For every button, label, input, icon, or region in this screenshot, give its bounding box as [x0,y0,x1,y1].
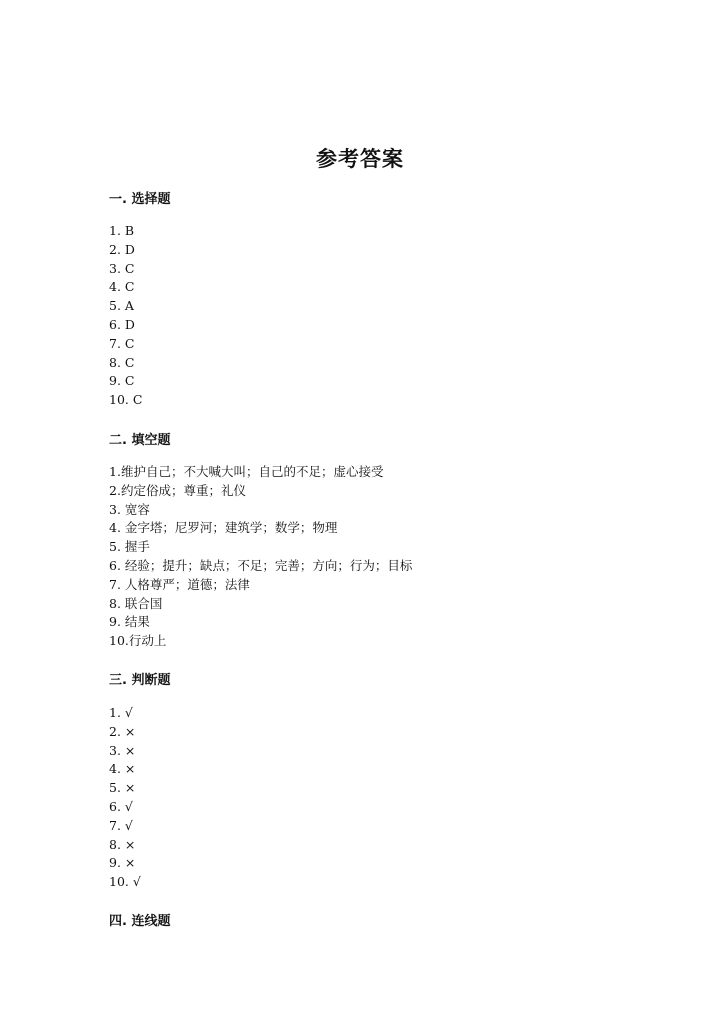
list-item [109,316,142,335]
item-number: 3. [109,260,121,276]
item-answer: × [124,761,136,777]
item-number: 5. [109,780,121,796]
item-answer: × [124,780,136,796]
item-number: 9. [109,855,121,871]
item-number: 4. [109,761,121,777]
list-item [109,297,142,316]
list-item [109,354,142,373]
item-number: 4. [109,279,121,295]
list-item [109,723,141,742]
item-number: 7. [109,335,121,351]
item-number: 2. [109,723,121,739]
item-number: 8. [109,595,121,611]
item-number: 1. [109,464,121,479]
item-number: 8. [109,354,121,370]
list-item [109,632,412,651]
item-answer: C [132,392,143,408]
section-heading-match: 四. 连线题 [109,914,171,929]
item-answer: √ [124,798,133,814]
list-item [109,557,412,576]
list-item [109,873,141,892]
item-number: 1. [109,705,121,720]
item-answer: D [124,241,135,257]
page-title: 参考答案 [316,147,404,171]
section-heading-choice: 一. 选择题 [109,192,171,207]
item-number: 6. [109,316,121,332]
item-answer: C [124,260,135,276]
answer-list-fill [109,463,412,651]
item-answer: A [124,298,134,314]
list-item [109,241,142,260]
list-item [109,836,141,855]
list-item [109,576,412,595]
list-item [109,595,412,614]
list-item [109,760,141,779]
list-item [109,482,412,501]
item-answer: √ [124,817,133,833]
list-item [109,817,141,836]
item-answer: C [124,373,135,389]
item-answer: √ [132,874,141,890]
answer-list-choice [109,222,142,410]
item-answer: 宽容 [124,501,150,517]
item-number: 7. [109,576,121,592]
item-number: 9. [109,614,121,630]
item-number: 3. [109,501,121,517]
item-number: 2. [109,241,121,257]
item-answer: 握手 [124,539,150,555]
item-number: 10. [109,633,129,649]
item-answer: D [124,316,135,332]
item-number: 5. [109,298,121,314]
list-item [109,613,412,632]
item-number: 2. [109,482,121,498]
section-heading-fill: 二. 填空题 [109,433,171,448]
list-item [109,854,141,873]
list-item [109,335,142,354]
list-item [109,391,142,410]
item-number: 5. [109,539,121,555]
item-number: 6. [109,798,121,814]
item-number: 6. [109,557,121,573]
item-answer: C [124,354,135,370]
item-answer: 联合国 [124,595,163,611]
list-item [109,463,412,482]
item-answer: 经验；提升；缺点；不足；完善；方向；行为；目标 [124,557,413,573]
item-answer: √ [124,705,133,720]
item-answer: × [124,855,136,871]
item-number: 9. [109,373,121,389]
list-item [109,798,141,817]
list-item [109,222,142,241]
item-answer: 人格尊严；道德；法律 [124,576,250,592]
item-answer: C [124,335,135,351]
list-item [109,260,142,279]
item-answer: × [124,742,136,758]
item-number: 8. [109,836,121,852]
item-answer: 约定俗成；尊重；礼仪 [120,482,246,498]
item-answer: 结果 [124,614,150,630]
list-item [109,278,142,297]
item-number: 3. [109,742,121,758]
item-answer: C [124,279,135,295]
list-item [109,501,412,520]
list-item [109,372,142,391]
item-answer: 行动上 [128,633,167,649]
section-heading-judge: 三. 判断题 [109,673,171,688]
item-number: 10. [109,392,129,408]
item-answer: × [124,836,136,852]
item-answer: 金字塔；尼罗河；建筑学；数学；物理 [124,520,338,536]
item-number: 7. [109,817,121,833]
item-number: 4. [109,520,121,536]
list-item [109,704,141,723]
list-item [109,779,141,798]
list-item [109,742,141,761]
answer-list-judge [109,704,141,892]
item-answer: B [124,223,135,238]
item-answer: 维护自己；不大喊大叫；自己的不足；虚心接受 [120,464,384,479]
list-item [109,519,412,538]
item-number: 10. [109,874,129,890]
item-number: 1. [109,223,121,238]
list-item [109,538,412,557]
item-answer: × [124,723,136,739]
